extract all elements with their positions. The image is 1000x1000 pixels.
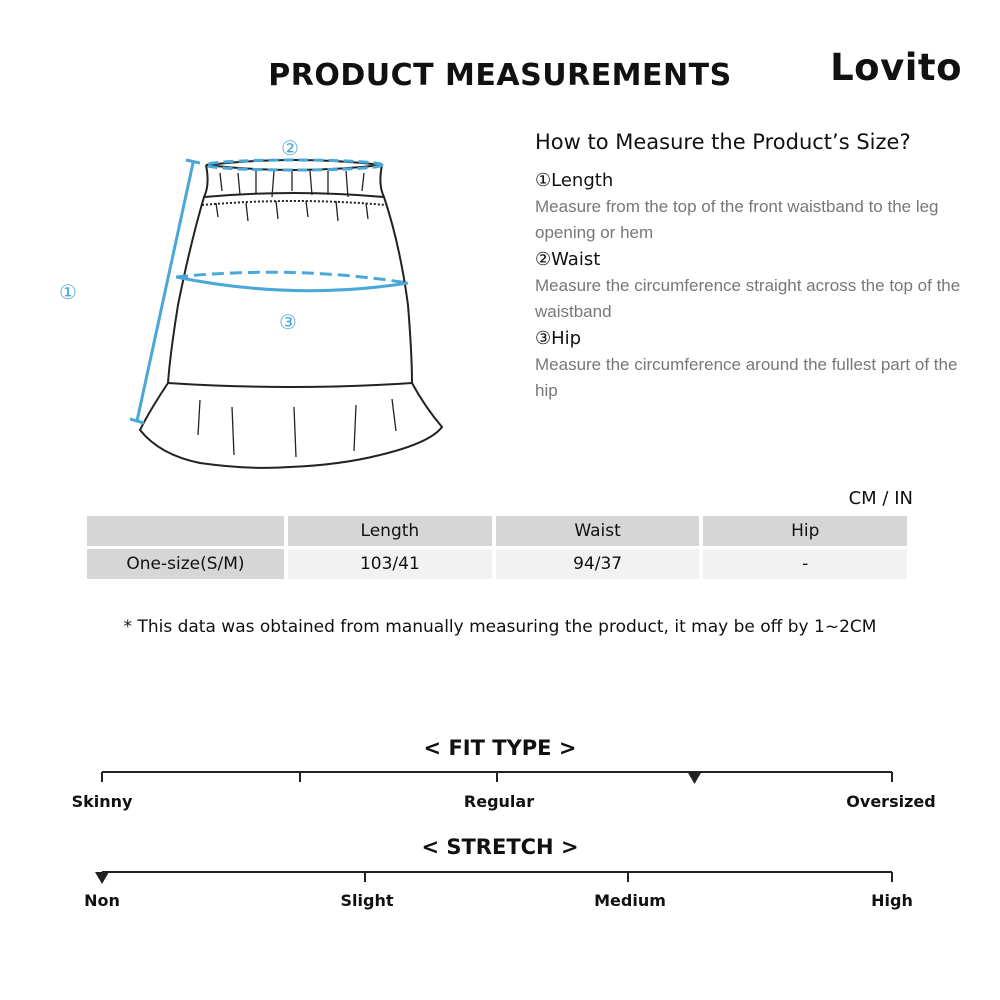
fit-label-oversized: Oversized	[846, 792, 936, 811]
hip-cell: -	[703, 549, 907, 579]
size-cell: One-size(S/M)	[87, 549, 284, 579]
fit-type-title: < FIT TYPE >	[423, 736, 577, 760]
length-cell: 103/41	[288, 549, 492, 579]
brand-logo: Lovito	[830, 46, 962, 89]
waist-description: Measure the circumference straight across the top of the waistband	[535, 276, 961, 321]
marker-waist: ②	[281, 136, 299, 160]
size-table	[83, 513, 911, 582]
stretch-indicator	[95, 872, 109, 884]
length-description: Measure from the top of the front waistband to the leg opening or hem	[535, 197, 939, 242]
instructions-heading: How to Measure the Product’s Size?	[535, 130, 911, 154]
waist-cell: 94/37	[496, 549, 700, 579]
stretch-label-high: High	[871, 891, 913, 910]
skirt-measurement-diagram	[50, 125, 470, 480]
table-header-length: Length	[288, 516, 492, 546]
table-header-row	[87, 516, 907, 546]
hip-description: Measure the circumference around the fullest part of the hip	[535, 355, 958, 400]
table-row	[87, 549, 907, 579]
measurement-note: * This data was obtained from manually measuring the product, it may be off by 1~2CM	[123, 617, 877, 637]
fit-label-regular: Regular	[463, 792, 535, 811]
fit-label-skinny: Skinny	[71, 792, 133, 811]
waist-label: ②Waist	[535, 249, 601, 270]
hip-label: ③Hip	[535, 328, 582, 349]
length-label: ①Length	[535, 170, 614, 191]
table-header-blank	[87, 516, 284, 546]
unit-label: CM / IN	[848, 488, 913, 509]
stretch-label-medium: Medium	[594, 891, 666, 910]
stretch-label-slight: Slight	[340, 891, 394, 910]
measure-instructions	[535, 130, 965, 405]
table-header-waist: Waist	[496, 516, 700, 546]
page-title: PRODUCT MEASUREMENTS	[268, 58, 732, 93]
marker-hip: ③	[279, 310, 297, 334]
fit-type-indicator	[688, 772, 702, 784]
stretch-title: < STRETCH >	[421, 835, 579, 859]
table-header-hip: Hip	[703, 516, 907, 546]
marker-length: ①	[59, 280, 77, 304]
stretch-label-non: Non	[84, 891, 120, 910]
